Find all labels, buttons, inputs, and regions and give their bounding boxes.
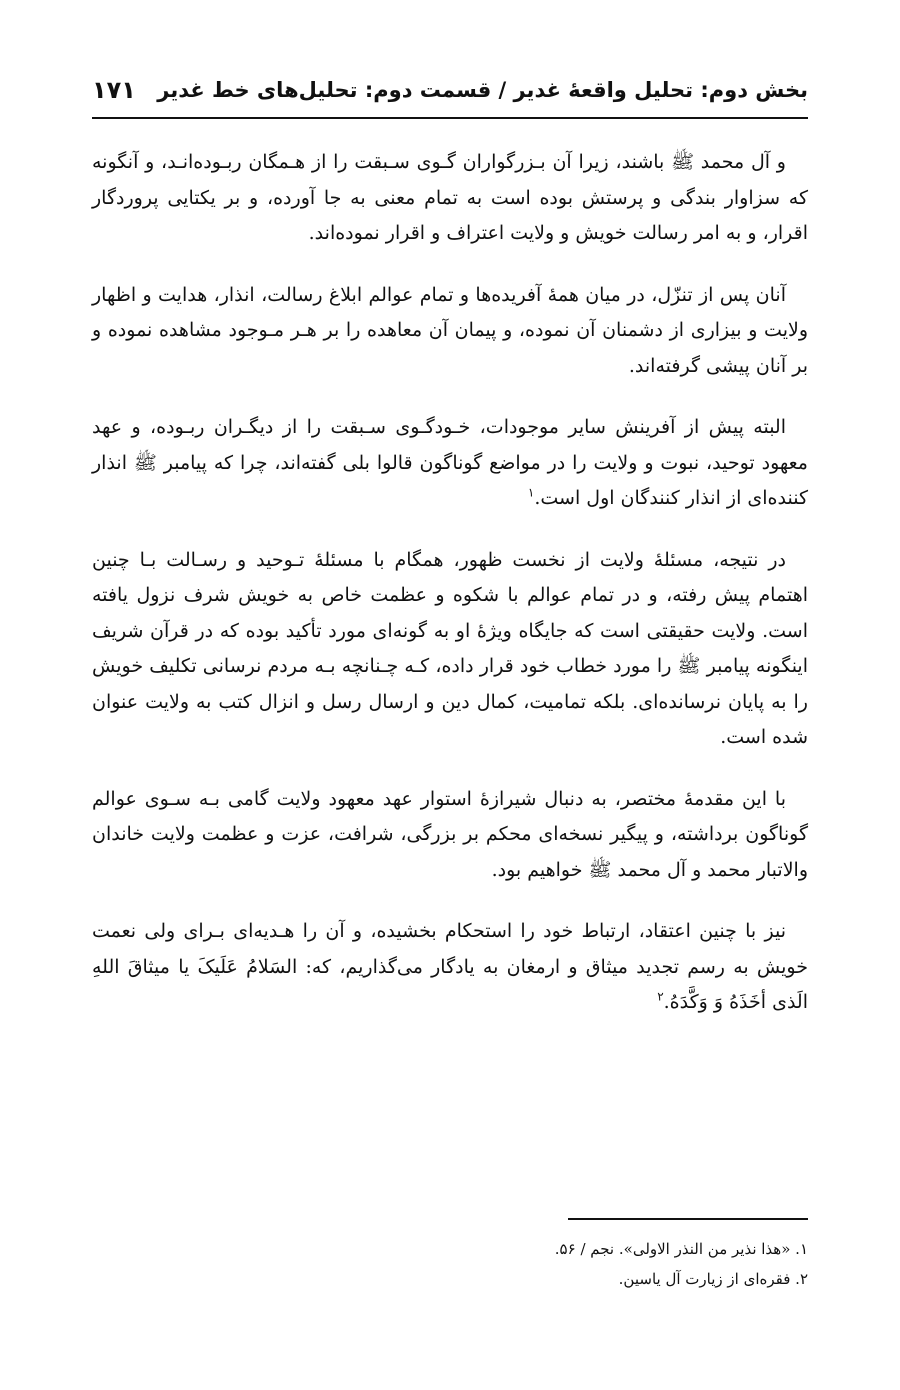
- body-text: [92, 145, 808, 1047]
- page-header: [92, 66, 808, 114]
- paragraph-6: [92, 914, 808, 1021]
- footnote-2: ۲. فقره‌ای از زیارت آل یاسین.: [618, 1270, 808, 1288]
- running-title: بخش دوم: تحلیل واقعۀ غدیر / قسمت دوم: تحلیل‌های خط غدیر: [157, 78, 808, 102]
- header-rule: [92, 117, 808, 119]
- paragraph-6-text: نیز با چنین اعتقاد، ارتباط خود را استحکام بخشیده، و آن را هـدیه‌ای بـرای ولی نعمت خویش به رسم تجدید میثاق و ارمغان به یادگار می‌گذاریم، که: السَلامُ عَلَیکَ یا میثاقَ اللهِ الَذی أخَذَهُ وَ وَکَّدَهُ.: [92, 920, 808, 1013]
- paragraph-3: [92, 410, 808, 517]
- paragraph-4-text: در نتیجه، مسئلۀ ولایت از نخست ظهور، همگام با مسئلۀ تـوحید و رسـالت بـا چنین اهتمام پیش رفته، و در تمام عوالم با شکوه و عظمت خاص به خویش شرف نزول یافته است. ولایت حقیقتی است که جایگاه ویژۀ او به گونه‌ای مورد تأکید بوده که در قرآن شریف اینگونه پیامبر ﷺ را مورد خطاب خود قرار داده، کـه چـنانچه بـه مردم نرسانی تکلیف خویش را به پایان نرسانده‌ای. بلکه تمامیت، کمال دین و ارسال رسل و انزال کتب به ولایت عنوان شده است.: [92, 548, 808, 748]
- footnotes: [92, 1234, 808, 1294]
- paragraph-3-text: البته پیش از آفرینش سایر موجودات، خـودگـوی سـبقت را از دیگـران ربـوده، و عهد معهود توحید، نبوت و ولایت را در مواضع گوناگون قالوا بلی گفته‌اند، چرا که پیامبر ﷺ انذار کننده‌ای از انذار کنندگان اول است.: [92, 416, 808, 509]
- paragraph-5: [92, 782, 808, 889]
- paragraph-5-text: با این مقدمۀ مختصر، به دنبال شیرازۀ استوار عهد معهود ولایت گامی بـه سـوی عوالم گوناگون برداشته، و پیگیر نسخه‌ای محکم بر بزرگی، شرافت، عزت و عظمت ولایت خاندان والاتبار محمد و آل محمد ﷺ خواهیم بود.: [92, 787, 808, 881]
- footnote-ref-1: ۱: [527, 485, 535, 500]
- footnote-ref-2: ۲: [657, 989, 664, 1004]
- paragraph-1: [92, 145, 808, 252]
- paragraph-2: [92, 278, 808, 385]
- footnote-rule: [568, 1218, 808, 1220]
- paragraph-1-text: و آل محمد ﷺ باشند، زیرا آن بـزرگواران گـوی سـبقت را از هـمگان ربـوده‌انـد، و آنگونه که سزاوار بندگی و پرستش بوده است به تمام معنی به جا آورده، و بر یکتایی پروردگار اقرار، و به امر رسالت خویش و ولایت اعتراف و اقرار نموده‌اند.: [92, 151, 808, 244]
- paragraph-2-text: آنان پس از تنزّل، در میان همۀ آفریده‌ها و تمام عوالم ابلاغ رسالت، انذار، هدایت و اظهار ولایت و بیزاری از دشمنان آن نموده، و پیمان آن معاهده را بر هـر مـوجود مشاهده نموده و بر آنان پیشی گرفته‌اند.: [92, 283, 808, 377]
- footnote-1: ۱. «هذا نذیر من النذر الاولی». نجم / ۵۶.: [554, 1240, 808, 1258]
- page-number: ۱۷۱: [92, 76, 136, 104]
- paragraph-4: [92, 543, 808, 756]
